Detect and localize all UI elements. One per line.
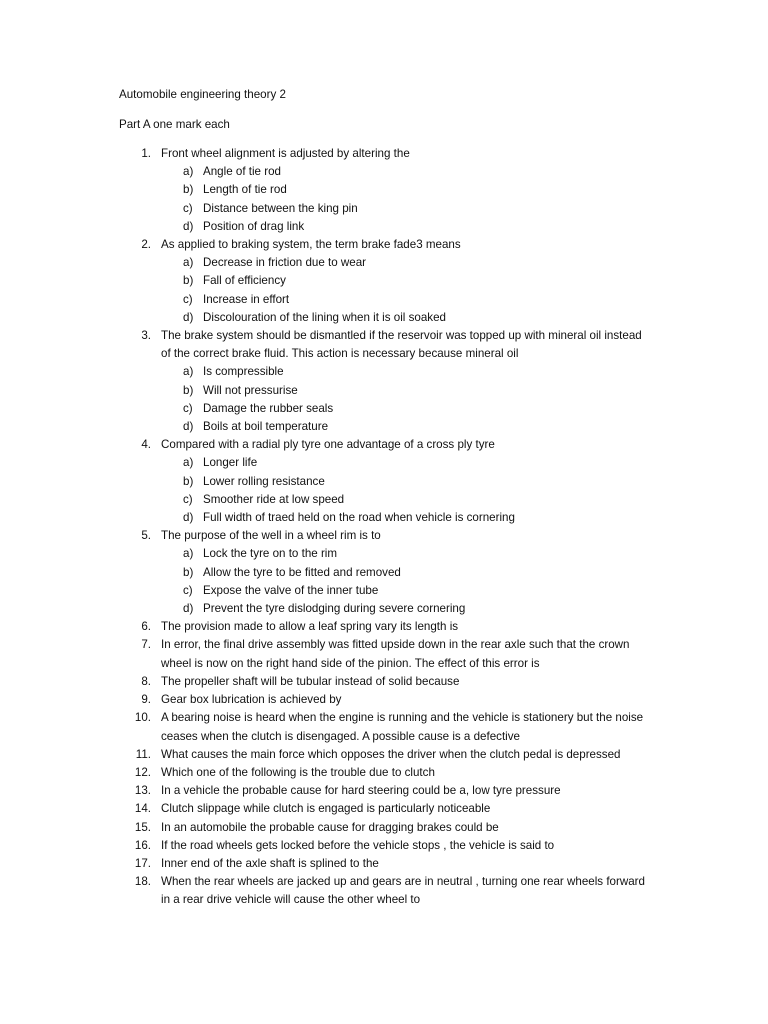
question-number: 4. [141, 438, 151, 452]
option-item [161, 600, 649, 618]
option-text: Lower rolling resistance [203, 474, 325, 488]
option-item [161, 200, 649, 218]
option-letter: d) [183, 602, 194, 616]
option-list [161, 163, 649, 236]
option-letter: a) [183, 547, 194, 561]
question-item [119, 819, 649, 837]
question-item [119, 800, 649, 818]
option-text: Decrease in friction due to wear [203, 256, 367, 270]
option-list [161, 454, 649, 527]
option-item [161, 491, 649, 509]
option-letter: a) [183, 456, 194, 470]
option-text: Is compressible [203, 365, 284, 379]
option-letter: d) [183, 219, 194, 233]
question-text: What causes the main force which opposes the driver when the clutch pedal is depressed [161, 747, 621, 761]
option-item [161, 291, 649, 309]
option-text: Increase in effort [203, 292, 290, 306]
question-number: 10. [134, 711, 151, 725]
question-text: In error, the final drive assembly was fitted upside down in the rear axle such that the crown wheel is now on the right hand side of the pinion. The effect of this error is [161, 638, 630, 670]
option-item [161, 545, 649, 563]
question-number: 15. [134, 820, 151, 834]
option-item [161, 254, 649, 272]
question-item [119, 709, 649, 745]
option-list [161, 545, 649, 618]
option-text: Allow the tyre to be fitted and removed [203, 565, 401, 579]
question-number: 16. [134, 838, 151, 852]
option-item [161, 181, 649, 199]
option-text: Smoother ride at low speed [203, 492, 345, 506]
question-item [119, 145, 649, 236]
question-text: Inner end of the axle shaft is splined to the [161, 856, 379, 870]
question-text: In a vehicle the probable cause for hard steering could be a, low tyre pressure [161, 784, 561, 798]
question-item [119, 873, 649, 909]
question-number: 17. [134, 856, 151, 870]
option-letter: c) [183, 401, 193, 415]
question-item [119, 691, 649, 709]
option-item [161, 418, 649, 436]
option-text: Expose the valve of the inner tube [203, 583, 379, 597]
question-item [119, 837, 649, 855]
question-item [119, 527, 649, 618]
option-letter: d) [183, 511, 194, 525]
question-text: Front wheel alignment is adjusted by altering the [161, 147, 410, 160]
question-number: 8. [141, 674, 151, 688]
option-text: Fall of efficiency [203, 274, 286, 288]
question-text: When the rear wheels are jacked up and gears are in neutral , turning one rear wheels forward in a rear drive vehicle will cause the other wheel to [161, 875, 645, 907]
option-list [161, 363, 649, 436]
option-letter: a) [183, 256, 194, 270]
question-item [119, 746, 649, 764]
option-letter: c) [183, 583, 193, 597]
option-item [161, 363, 649, 381]
option-letter: b) [183, 565, 194, 579]
question-item [119, 236, 649, 327]
option-item [161, 272, 649, 290]
option-item [161, 382, 649, 400]
question-item [119, 782, 649, 800]
question-item [119, 673, 649, 691]
question-number: 14. [134, 802, 151, 816]
question-item [119, 436, 649, 527]
question-text: A bearing noise is heard when the engine is running and the vehicle is stationery but the noise ceases when the clutch is disengaged. A possible cause is a defective [161, 711, 644, 743]
option-item [161, 564, 649, 582]
document-title: Automobile engineering theory 2 [119, 88, 286, 101]
question-text: The propeller shaft will be tubular instead of solid because [161, 674, 460, 688]
question-number: 9. [141, 693, 151, 707]
option-letter: b) [183, 474, 194, 488]
question-text: The provision made to allow a leaf spring vary its length is [161, 620, 459, 634]
question-text: Which one of the following is the trouble due to clutch [161, 765, 435, 779]
option-text: Position of drag link [203, 219, 305, 233]
question-item [119, 855, 649, 873]
question-item [119, 618, 649, 636]
option-text: Discolouration of the lining when it is oil soaked [203, 310, 446, 324]
question-number: 5. [141, 529, 151, 543]
option-text: Longer life [203, 456, 258, 470]
question-number: 18. [134, 875, 151, 889]
option-text: Boils at boil temperature [203, 420, 329, 434]
question-number: 13. [134, 784, 151, 798]
question-number: 2. [141, 238, 151, 252]
question-list [119, 145, 649, 910]
question-number: 7. [141, 638, 151, 652]
option-letter: b) [183, 274, 194, 288]
question-text: As applied to braking system, the term brake fade3 means [161, 238, 461, 252]
option-text: Prevent the tyre dislodging during severe cornering [203, 602, 466, 616]
option-letter: c) [183, 201, 193, 215]
option-item [161, 509, 649, 527]
option-letter: c) [183, 492, 193, 506]
option-item [161, 309, 649, 327]
option-text: Lock the tyre on to the rim [203, 547, 338, 561]
option-letter: d) [183, 420, 194, 434]
option-letter: a) [183, 365, 194, 379]
section-heading: Part A one mark each [119, 118, 230, 131]
question-text: If the road wheels gets locked before the vehicle stops , the vehicle is said to [161, 838, 555, 852]
question-number: 12. [134, 765, 151, 779]
option-list [161, 254, 649, 327]
question-number: 3. [141, 329, 151, 343]
option-item [161, 163, 649, 181]
option-text: Damage the rubber seals [203, 401, 334, 415]
question-item [119, 764, 649, 782]
question-text: In an automobile the probable cause for dragging brakes could be [161, 820, 499, 834]
option-text: Distance between the king pin [203, 201, 358, 215]
option-text: Will not pressurise [203, 383, 298, 397]
option-letter: b) [183, 383, 194, 397]
question-number: 6. [141, 620, 151, 634]
question-text: Compared with a radial ply tyre one advantage of a cross ply tyre [161, 438, 495, 452]
question-item [119, 327, 649, 436]
question-number: 11. [135, 747, 151, 761]
option-text: Angle of tie rod [203, 165, 281, 179]
option-item [161, 454, 649, 472]
option-item [161, 400, 649, 418]
option-letter: b) [183, 183, 194, 197]
question-number: 1. [141, 147, 151, 160]
question-text: Gear box lubrication is achieved by [161, 693, 342, 707]
option-item [161, 218, 649, 236]
question-text: The brake system should be dismantled if the reservoir was topped up with mineral oil instead of the correct brake fluid. This action is necessary because mineral oil [161, 329, 642, 361]
question-item [119, 636, 649, 672]
option-text: Length of tie rod [203, 183, 287, 197]
option-letter: c) [183, 292, 193, 306]
question-text: The purpose of the well in a wheel rim is to [161, 529, 381, 543]
option-letter: d) [183, 310, 194, 324]
option-letter: a) [183, 165, 194, 179]
question-text: Clutch slippage while clutch is engaged is particularly noticeable [161, 802, 491, 816]
option-item [161, 473, 649, 491]
option-text: Full width of traed held on the road when vehicle is cornering [203, 511, 515, 525]
option-item [161, 582, 649, 600]
